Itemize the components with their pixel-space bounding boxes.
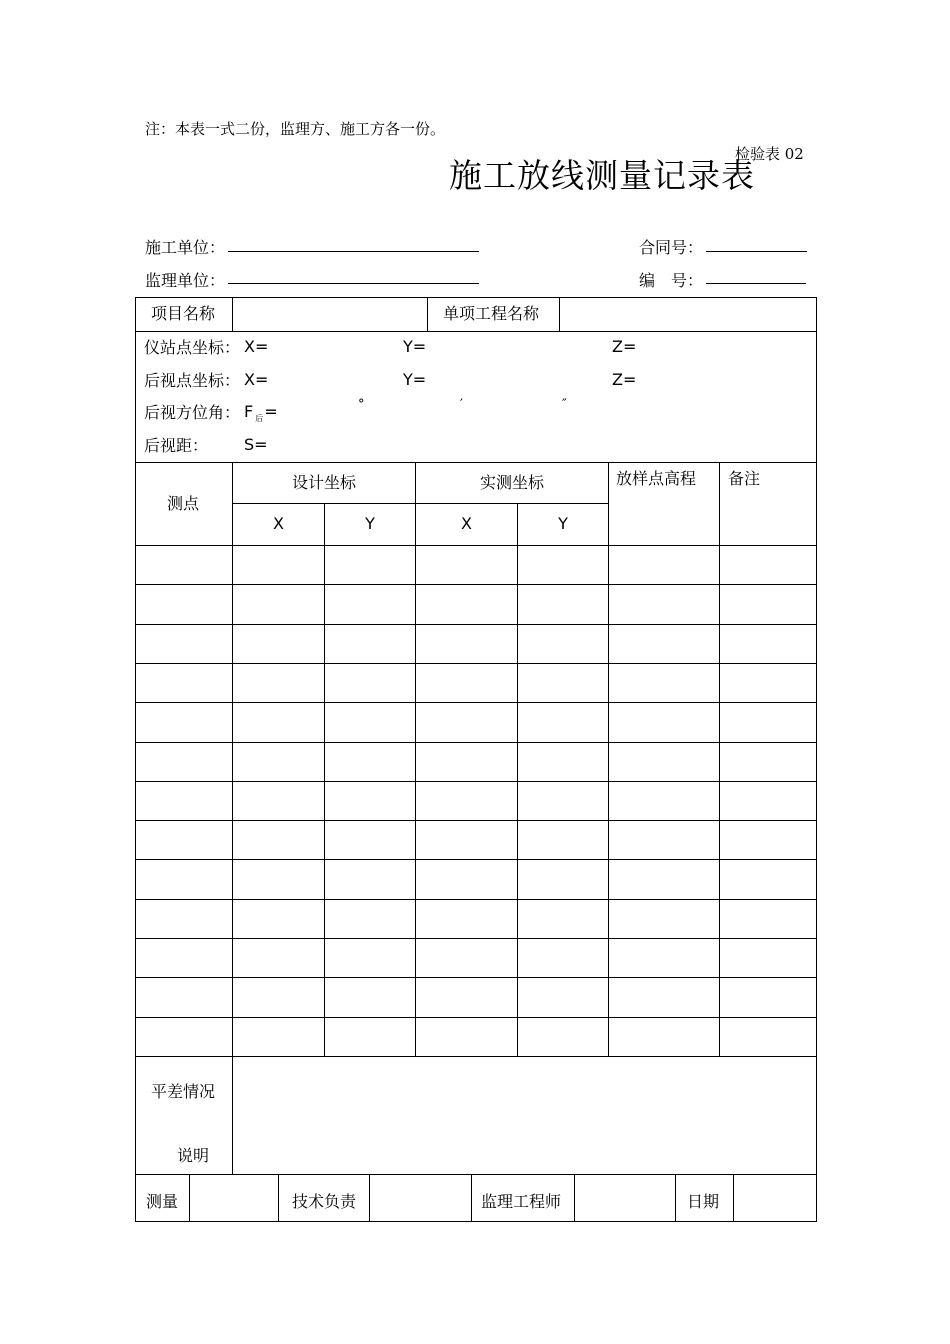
cell-design-x[interactable] xyxy=(233,743,324,781)
cell-elevation[interactable] xyxy=(609,782,719,820)
construction-unit-label: 施工单位： xyxy=(145,238,226,257)
cell-remarks[interactable] xyxy=(720,703,816,742)
cell-design-y[interactable] xyxy=(325,860,415,899)
cell-measured-y[interactable] xyxy=(518,664,608,702)
cell-elevation[interactable] xyxy=(609,546,719,584)
contract-no-label: 合同号： xyxy=(639,238,704,257)
cell-point[interactable] xyxy=(136,900,232,938)
cell-measured-x[interactable] xyxy=(416,703,517,742)
distance-s-label: S= xyxy=(244,435,268,454)
cell-design-y[interactable] xyxy=(325,978,415,1017)
cell-measured-x[interactable] xyxy=(416,860,517,899)
cell-elevation[interactable] xyxy=(609,860,719,899)
tech-lead-label: 技术负责 xyxy=(292,1192,357,1211)
col-design-y: Y xyxy=(365,514,375,533)
cell-point[interactable] xyxy=(136,546,232,584)
azimuth-formula xyxy=(244,402,278,424)
azimuth-f-subscript: 后 xyxy=(255,414,264,423)
backsight-y-label: Y= xyxy=(403,370,427,389)
cell-point[interactable] xyxy=(136,743,232,781)
cell-point[interactable] xyxy=(136,821,232,859)
supervising-engineer-field[interactable] xyxy=(575,1175,675,1221)
cell-design-y[interactable] xyxy=(325,821,415,859)
cell-measured-y[interactable] xyxy=(518,860,608,899)
cell-measured-y[interactable] xyxy=(518,821,608,859)
cell-measured-y[interactable] xyxy=(518,743,608,781)
cell-point[interactable] xyxy=(136,978,232,1017)
cell-measured-x[interactable] xyxy=(416,625,517,663)
cell-design-x[interactable] xyxy=(233,860,324,899)
cell-measured-y[interactable] xyxy=(518,939,608,977)
cell-elevation[interactable] xyxy=(609,703,719,742)
cell-measured-y[interactable] xyxy=(518,1018,608,1056)
date-label: 日期 xyxy=(687,1192,720,1211)
backsight-x-label: X= xyxy=(244,370,269,389)
cell-measured-x[interactable] xyxy=(416,1018,517,1056)
col-staking-elevation: 放样点高程 xyxy=(616,469,697,488)
supervision-unit-field[interactable] xyxy=(228,283,479,284)
cell-measured-y[interactable] xyxy=(518,625,608,663)
cell-measured-y[interactable] xyxy=(518,900,608,938)
col-design-coordinates: 设计坐标 xyxy=(291,473,356,492)
cell-elevation[interactable] xyxy=(609,900,719,938)
cell-design-x[interactable] xyxy=(233,782,324,820)
cell-measured-y[interactable] xyxy=(518,585,608,624)
cell-design-x[interactable] xyxy=(233,978,324,1017)
cell-remarks[interactable] xyxy=(720,821,816,859)
col-design-x: X xyxy=(273,514,284,533)
explanation-label: 说明 xyxy=(177,1146,210,1165)
page-title: 施工放线测量记录表 xyxy=(449,156,755,195)
cell-point[interactable] xyxy=(136,1018,232,1056)
col-remarks: 备注 xyxy=(728,469,761,488)
cell-measured-x[interactable] xyxy=(416,939,517,977)
cell-remarks[interactable] xyxy=(720,546,816,584)
col-survey-point: 测点 xyxy=(167,494,200,513)
cell-elevation[interactable] xyxy=(609,743,719,781)
cell-elevation[interactable] xyxy=(609,821,719,859)
cell-point[interactable] xyxy=(136,939,232,977)
cell-point[interactable] xyxy=(136,585,232,624)
cell-elevation[interactable] xyxy=(609,664,719,702)
cell-remarks[interactable] xyxy=(720,900,816,938)
cell-point[interactable] xyxy=(136,782,232,820)
backsight-z-label: Z= xyxy=(612,370,637,389)
cell-point[interactable] xyxy=(136,664,232,702)
cell-remarks[interactable] xyxy=(720,625,816,663)
cell-remarks[interactable] xyxy=(720,860,816,899)
backsight-azimuth-label: 后视方位角： xyxy=(144,403,241,422)
supervising-engineer-label: 监理工程师 xyxy=(481,1192,562,1211)
cell-measured-y[interactable] xyxy=(518,978,608,1017)
deviation-explanation-field[interactable] xyxy=(233,1057,816,1174)
cell-point[interactable] xyxy=(136,625,232,663)
cell-design-y[interactable] xyxy=(325,1018,415,1056)
sub-item-name-label: 单项工程名称 xyxy=(443,304,540,323)
cell-elevation[interactable] xyxy=(609,625,719,663)
cell-design-y[interactable] xyxy=(325,546,415,584)
cell-measured-x[interactable] xyxy=(416,900,517,938)
instrument-station-label: 仪站点坐标： xyxy=(144,338,241,357)
cell-design-x[interactable] xyxy=(233,703,324,742)
cell-design-y[interactable] xyxy=(325,585,415,624)
azimuth-equals: = xyxy=(264,402,278,421)
second-symbol: ″ xyxy=(562,397,567,412)
instrument-y-label: Y= xyxy=(403,337,427,356)
cell-remarks[interactable] xyxy=(720,743,816,781)
cell-design-y[interactable] xyxy=(325,664,415,702)
cell-measured-x[interactable] xyxy=(416,585,517,624)
project-name-field[interactable] xyxy=(233,298,427,331)
cell-design-x[interactable] xyxy=(233,900,324,938)
col-measured-y: Y xyxy=(558,514,568,533)
cell-design-x[interactable] xyxy=(233,585,324,624)
deviation-label: 平差情况 xyxy=(151,1082,216,1101)
cell-remarks[interactable] xyxy=(720,585,816,624)
cell-design-x[interactable] xyxy=(233,1018,324,1056)
cell-design-y[interactable] xyxy=(325,703,415,742)
construction-unit-field[interactable] xyxy=(228,251,479,252)
cell-design-y[interactable] xyxy=(325,939,415,977)
cell-design-x[interactable] xyxy=(233,664,324,702)
cell-design-x[interactable] xyxy=(233,546,324,584)
cell-remarks[interactable] xyxy=(720,782,816,820)
cell-measured-x[interactable] xyxy=(416,782,517,820)
cell-elevation[interactable] xyxy=(609,1018,719,1056)
instrument-z-label: Z= xyxy=(612,337,637,356)
minute-symbol: ′ xyxy=(460,397,463,412)
tech-lead-field[interactable] xyxy=(370,1175,471,1221)
cell-remarks[interactable] xyxy=(720,1018,816,1056)
cell-design-x[interactable] xyxy=(233,821,324,859)
cell-measured-x[interactable] xyxy=(416,821,517,859)
cell-design-y[interactable] xyxy=(325,900,415,938)
col-measured-coordinates: 实测坐标 xyxy=(479,473,544,492)
cell-measured-y[interactable] xyxy=(518,703,608,742)
backsight-point-label: 后视点坐标： xyxy=(144,371,241,390)
cell-remarks[interactable] xyxy=(720,664,816,702)
col-measured-x: X xyxy=(461,514,472,533)
cell-elevation[interactable] xyxy=(609,585,719,624)
cell-remarks[interactable] xyxy=(720,939,816,977)
cell-measured-x[interactable] xyxy=(416,664,517,702)
cell-remarks[interactable] xyxy=(720,978,816,1017)
instrument-x-label: X= xyxy=(244,337,269,356)
cell-design-x[interactable] xyxy=(233,939,324,977)
supervision-unit-label: 监理单位： xyxy=(145,271,226,290)
azimuth-f: F xyxy=(244,402,254,421)
serial-no-field[interactable] xyxy=(706,283,806,284)
cell-measured-x[interactable] xyxy=(416,978,517,1017)
cell-elevation[interactable] xyxy=(609,978,719,1017)
cell-design-x[interactable] xyxy=(233,625,324,663)
serial-no-label: 编 号： xyxy=(639,271,704,290)
cell-design-y[interactable] xyxy=(325,782,415,820)
form-number: 检验表 02 xyxy=(735,145,804,163)
cell-point[interactable] xyxy=(136,703,232,742)
cell-design-y[interactable] xyxy=(325,625,415,663)
cell-measured-y[interactable] xyxy=(518,546,608,584)
cell-measured-x[interactable] xyxy=(416,743,517,781)
contract-no-field[interactable] xyxy=(706,251,807,252)
cell-design-y[interactable] xyxy=(325,743,415,781)
surveyor-label: 测量 xyxy=(146,1192,179,1211)
degree-symbol: ° xyxy=(358,397,365,412)
date-field[interactable] xyxy=(734,1175,816,1221)
form-note: 注：本表一式二份，监理方、施工方各一份。 xyxy=(145,120,446,138)
backsight-distance-label: 后视距： xyxy=(144,436,209,455)
cell-point[interactable] xyxy=(136,860,232,899)
cell-elevation[interactable] xyxy=(609,939,719,977)
cell-measured-y[interactable] xyxy=(518,782,608,820)
project-name-label: 项目名称 xyxy=(151,304,216,323)
surveyor-field[interactable] xyxy=(190,1175,278,1221)
sub-item-name-field[interactable] xyxy=(560,298,816,331)
cell-measured-x[interactable] xyxy=(416,546,517,584)
